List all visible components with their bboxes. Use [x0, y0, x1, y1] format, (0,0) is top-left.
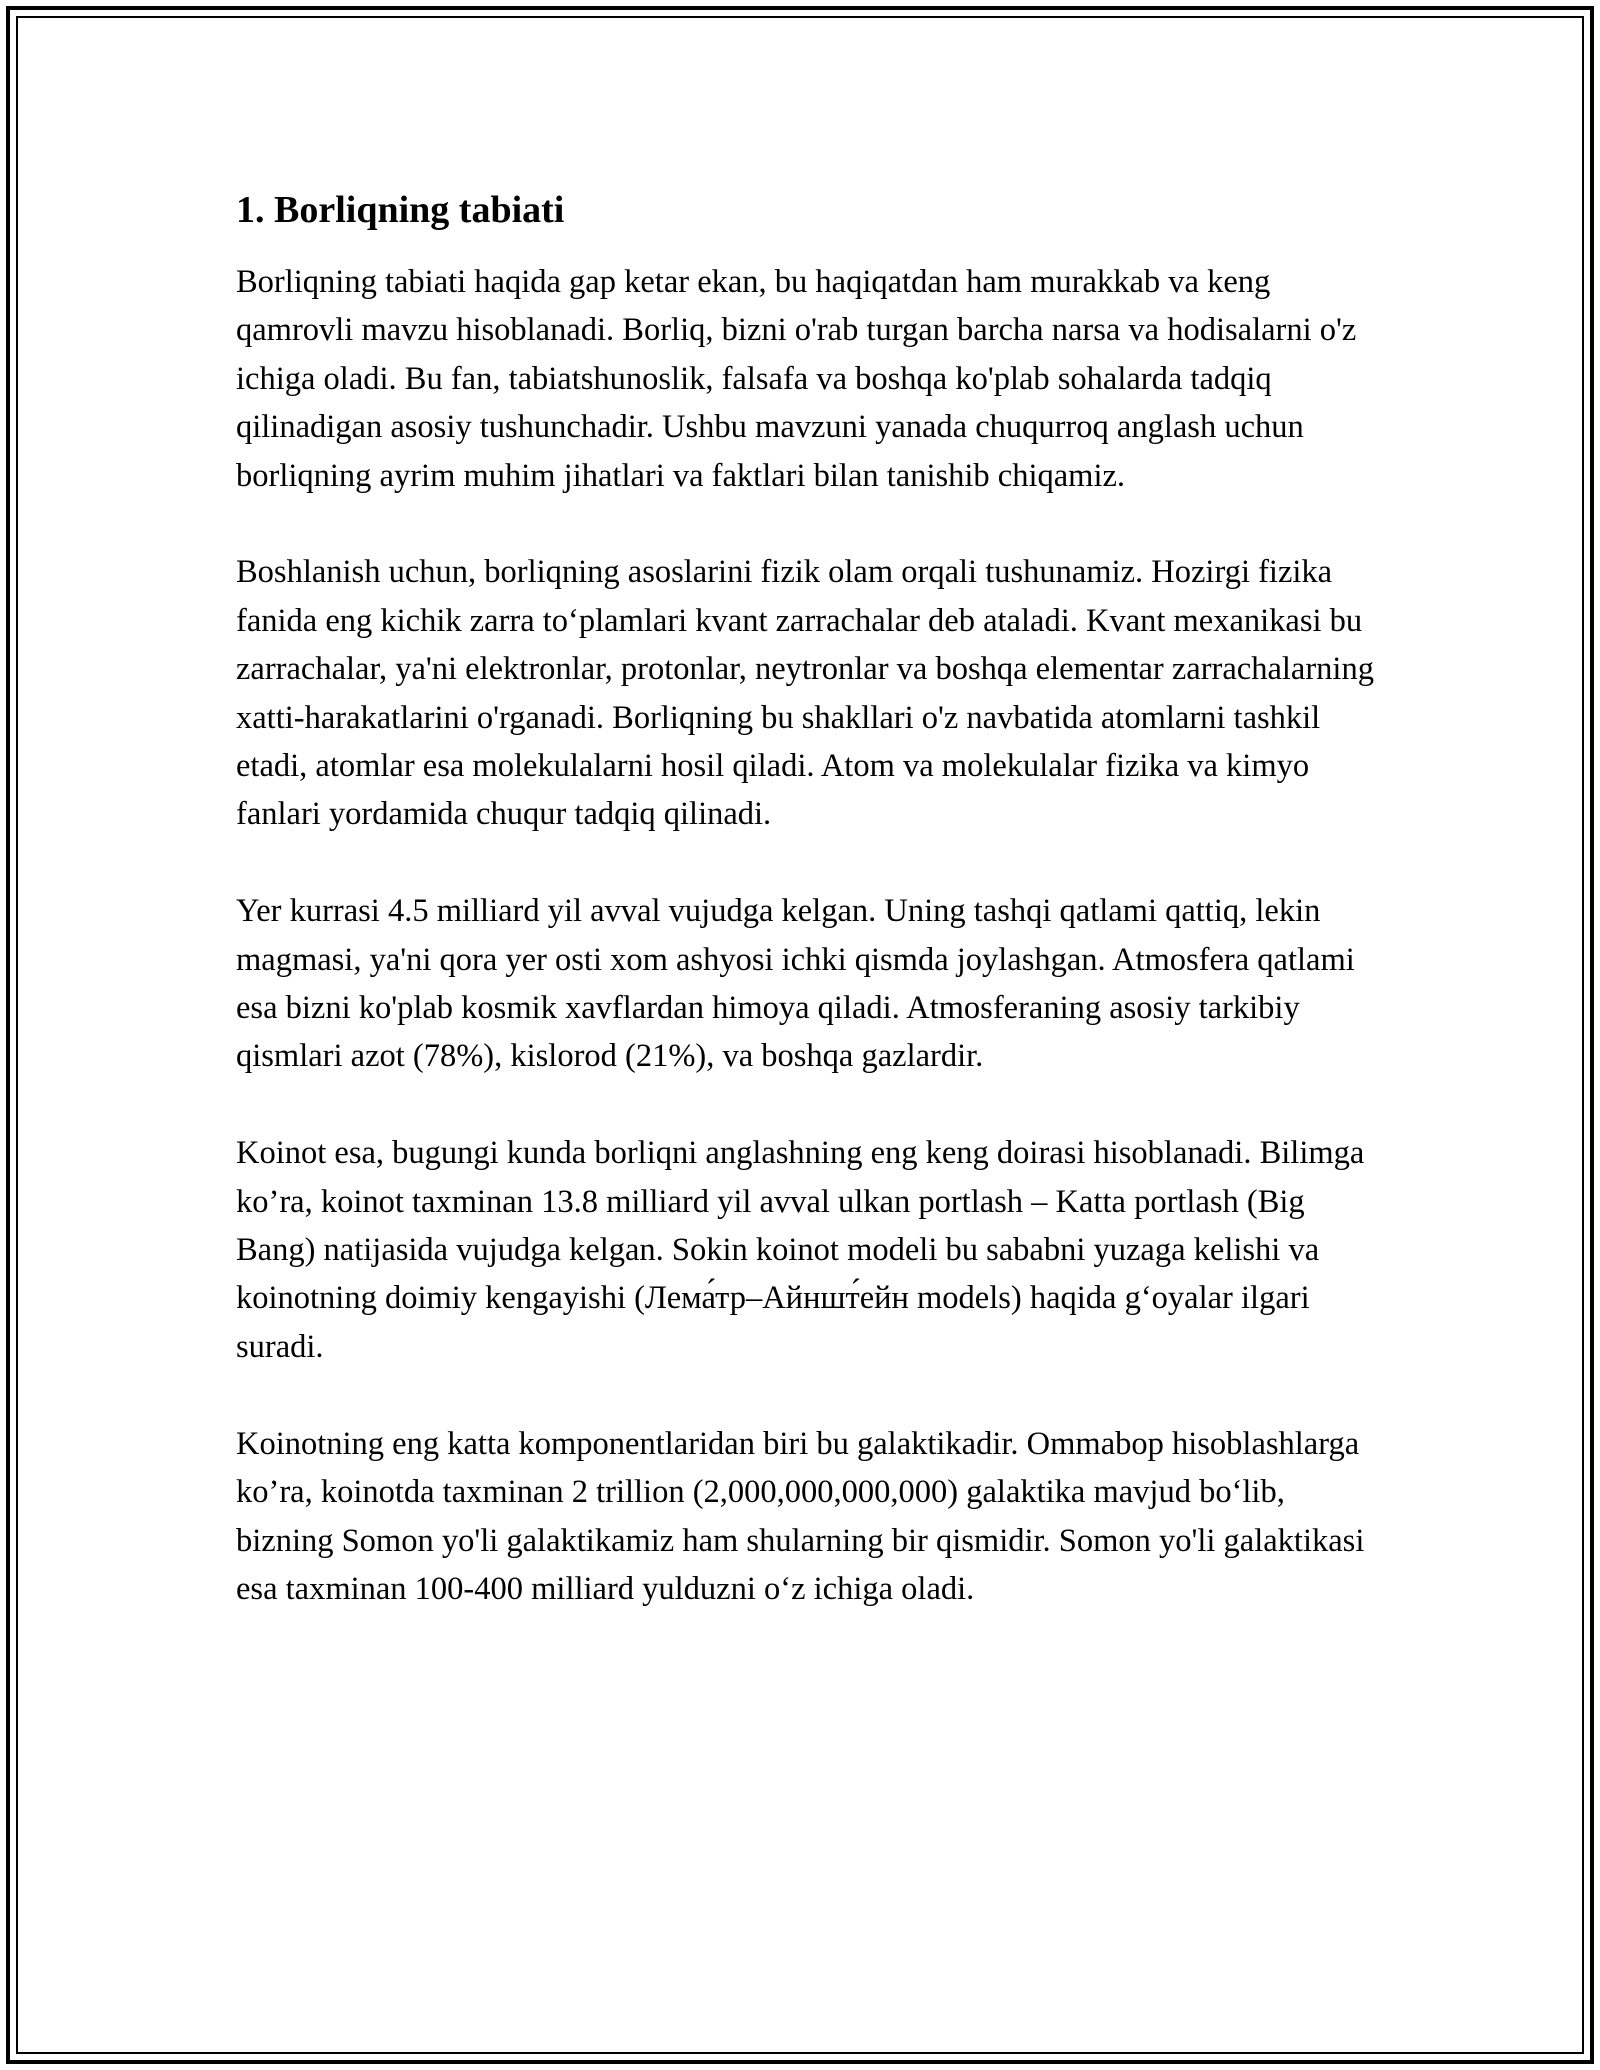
paragraph-earth: Yer kurrasi 4.5 milliard yil avval vujudga kelgan. Uning tashqi qatlami qattiq, lekin magmasi, ya'ni qora yer osti xom ashyosi ichki qismda joylashgan. Atmosfera qatlami esa bizni ko'plab kosmik xavflardan himoya qiladi. Atmosferaning asosiy tarkibiy qismlari azot (78%), kislorod (21%), va boshqa gazlardir. — [236, 893, 1355, 1075]
paragraph-galaxies: Koinotning eng katta komponentlaridan biri bu galaktikadir. Ommabop hisoblashlarga ko’ra, koinotda taxminan 2 trillion (2,000,000,000,000) galaktika mavjud bo‘lib, bizning Somon yo'li galaktikamiz ham shularning bir qismidir. Somon yo'li galaktikasi esa taxminan 100-400 milliard yulduzni o‘z ichiga oladi. — [236, 1425, 1365, 1607]
document-body — [236, 186, 1376, 1662]
paragraph-physics: Boshlanish uchun, borliqning asoslarini fizik olam orqali tushunamiz. Hozirgi fizika fanida eng kichik zarra to‘plamlari kvant zarrachalar deb ataladi. Kvant mexanikasi bu zarrachalar, ya'ni elektronlar, protonlar, neytronlar va boshqa elementar zarrachalarning xatti-harakatlarini o'rganadi. Borliqning bu shakllari o'z navbatida atomlarni tashkil etadi, atomlar esa molekulalarni hosil qiladi. Atom va molekulalar fizika va kimyo fanlari yordamida chuqur tadqiq qilinadi. — [236, 554, 1374, 833]
paragraph-universe: Koinot esa, bugungi kunda borliqni anglashning eng keng doirasi hisoblanadi. Bilimga ko’ra, koinot taxminan 13.8 milliard yil avval ulkan portlash – Katta portlash (Big Bang) natijasida vujudga kelgan. Sokin koinot modeli bu sababni yuzaga kelishi va koinotning doimiy kengayishi (Лема́тр–Айншт́ейн models) haqida g‘oyalar ilgari suradi. — [236, 1135, 1365, 1365]
paragraph-intro: Borliqning tabiati haqida gap ketar ekan, bu haqiqatdan ham murakkab va keng qamrovli mavzu hisoblanadi. Borliq, bizni o'rab turgan barcha narsa va hodisalarni o'z ichiga oladi. Bu fan, tabiatshunoslik, falsafa va boshqa ko'plab sohalarda tadqiq qilinadigan asosiy tushunchadir. Ushbu mavzuni yanada chuqurroq anglash uchun borliqning ayrim muhim jihatlari va faktlari bilan tanishib chiqamiz. — [236, 264, 1357, 494]
section-heading: 1. Borliqning tabiati — [236, 189, 565, 231]
